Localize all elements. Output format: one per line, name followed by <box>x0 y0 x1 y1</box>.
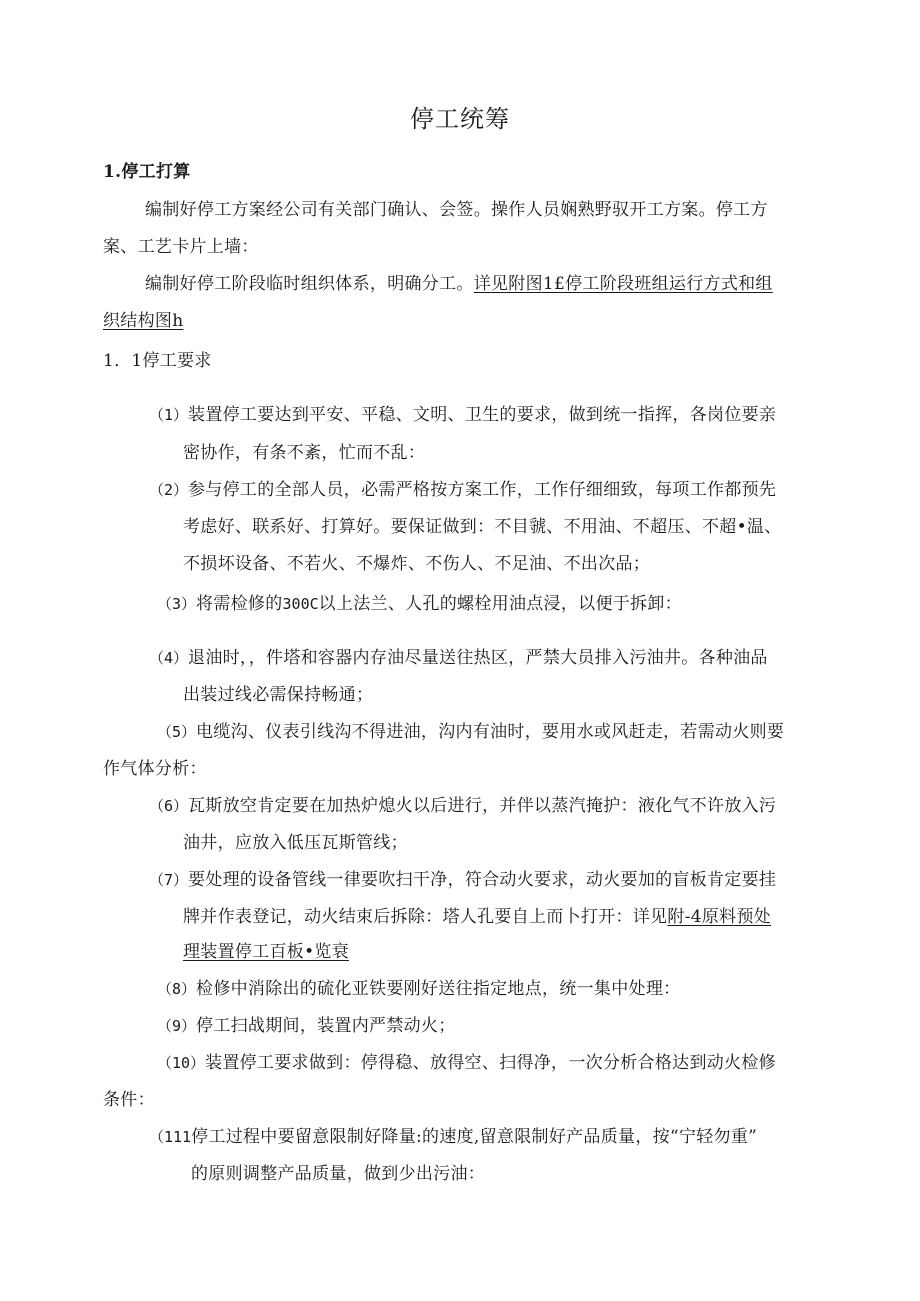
list-item-text: 检修中消除出的硫化亚铁要刚好送往指定地点，统一集中处理： <box>196 979 681 999</box>
list-item-4 <box>149 647 768 669</box>
list-item-11-cont: 的原则调整产品质量，做到少出污油： <box>191 1164 486 1184</box>
org-chart-reference-link-cont[interactable]: 织结构图h <box>103 311 184 331</box>
list-item-10-cont: 条件： <box>103 1090 155 1110</box>
paragraph-2-line-2 <box>103 310 183 332</box>
blind-plate-list-reference-link[interactable]: 附-4原料预处 <box>667 907 772 927</box>
list-item-4-cont: 出装过线必需保持畅通； <box>183 685 374 705</box>
list-item-11 <box>149 1126 757 1148</box>
list-item-2-cont-2: 不损坏设备、不若火、不爆炸、不伤人、不足油、不出次品； <box>183 554 651 574</box>
list-item-9 <box>157 1015 456 1037</box>
list-item-text: 参与停工的全部人员，必需严格按方案工作，工作仔细细致，每项工作都预先 <box>188 480 777 500</box>
list-item-7-cont-1 <box>183 906 771 928</box>
temperature-value: 300C <box>282 595 319 613</box>
list-item-text: 装置停工要达到平安、平稳、文明、卫生的要求，做到统一指挥，各岗位要亲 <box>188 405 777 425</box>
list-item-7 <box>149 869 776 891</box>
list-item-number: （5） <box>157 723 197 741</box>
list-item-text: 停工扫战期间，装置内严禁动火； <box>196 1016 456 1036</box>
paragraph-1-line-2: 案、工艺卡片上墙： <box>103 237 259 257</box>
list-item-number: （7） <box>149 871 189 889</box>
list-item-6 <box>149 795 776 817</box>
list-item-number: （10） <box>157 1054 206 1072</box>
blind-plate-list-reference-link-cont[interactable]: 理装置停工百板•览衰 <box>183 942 350 962</box>
list-item-6-cont: 油井，应放入低压瓦斯管线； <box>183 833 408 853</box>
list-item-text: 要处理的设备管线一律要吹扫干净，符合动火要求，动火要加的盲板肯定要挂 <box>188 870 777 890</box>
section-heading-1: 1.停工打算 <box>103 162 191 182</box>
list-item-number: （6） <box>149 797 189 815</box>
list-item-text: 瓦斯放空肯定要在加热炉熄火以后进行，并伴以蒸汽掩护：液化气不许放入污 <box>188 796 777 816</box>
list-item-7-cont-2 <box>183 941 349 963</box>
document-title: 停工统筹 <box>410 105 510 133</box>
list-item-number: （9） <box>157 1017 197 1035</box>
list-item-1 <box>149 404 776 426</box>
list-item-text-rest: 以上法兰、人孔的螺栓用油点浸，以便于拆卸： <box>318 594 682 614</box>
list-item-number: （111 <box>149 1128 192 1146</box>
list-item-2 <box>149 479 776 501</box>
list-item-10 <box>157 1052 776 1074</box>
list-item-number: （8） <box>157 980 197 998</box>
paragraph-2-line-1 <box>145 273 773 295</box>
list-item-text: 电缆沟、仪表引线沟不得进油，沟内有油时，要用水或风赶走，若需动火则要 <box>196 722 785 742</box>
list-item-text: 牌并作表登记，动火结束后拆除：塔人孔要自上而卜打开：详见 <box>183 907 668 927</box>
list-item-number: （3） <box>157 595 197 613</box>
list-item-number: （2） <box>149 481 189 499</box>
list-item-text: 退油时，，件塔和容器内存油尽量送往热区，严禁大员排入污油井。各种油品 <box>188 648 768 668</box>
list-item-3 <box>157 593 682 615</box>
list-item-2-cont-1: 考虑好、联系好、打算好。要保证做到：不目虢、不用油、不超压、不超•温、 <box>183 517 782 537</box>
list-item-number: （1） <box>149 406 189 424</box>
list-item-8 <box>157 978 680 1000</box>
list-item-5 <box>157 721 784 743</box>
list-item-number: （4） <box>149 649 189 667</box>
list-item-1-cont: 密协作，有条不紊，忙而不乱： <box>183 443 426 463</box>
org-chart-reference-link[interactable]: 详见附图1£停工阶段班组运行方式和组 <box>473 274 773 294</box>
section-heading-1-1: 1．1停工要求 <box>103 351 212 371</box>
list-item-5-cont: 作气体分析： <box>103 759 207 779</box>
paragraph-1-line-1: 编制好停工方案经公司有关部门确认、会签。操作人员娴熟野驭开工方案。停工方 <box>145 200 768 220</box>
list-item-text: 装置停工要求做到：停得稳、放得空、扫得净，一次分析合格达到动火检修 <box>205 1053 776 1073</box>
list-item-text: 将需检修的 <box>196 594 283 614</box>
list-item-text: 停工过程中要留意限制好降量:的速度,留意限制好产品质量，按“宁轻勿重” <box>191 1127 758 1147</box>
paragraph-2-text: 编制好停工阶段临时组织体系，明确分工。 <box>145 274 474 294</box>
